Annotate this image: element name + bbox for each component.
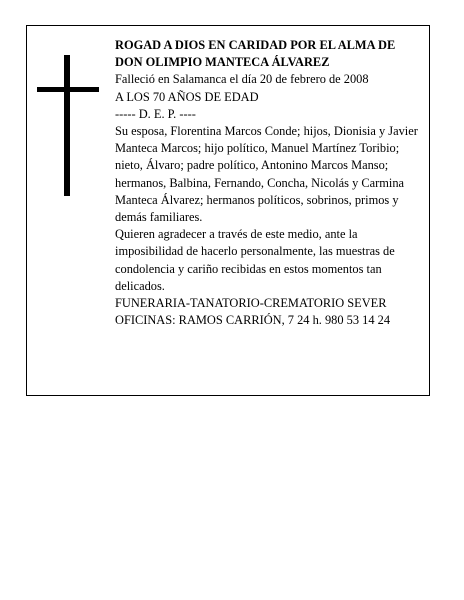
cross-vertical-bar xyxy=(64,55,70,196)
death-info: Falleció en Salamanca el día 20 de febrero de 2008 xyxy=(115,72,369,87)
latin-cross-icon xyxy=(37,55,99,196)
age-line: A LOS 70 AÑOS DE EDAD xyxy=(115,89,259,104)
thanks-paragraph: Quieren agradecer a través de este medio, ante la imposibilidad de hacerlo personalmente, las muestras de condolencia y cariño recibidas en estos momentos tan delicados. xyxy=(115,227,395,293)
deceased-name: DON OLIMPIO MANTECA ÁLVAREZ xyxy=(115,55,330,70)
family-paragraph: Su esposa, Florentina Marcos Conde; hijos, Dionisia y Javier Manteca Marcos; hijo político, Manuel Martínez Toribio; nieto, Álvaro; padre político, Antonino Marcos Manso; hermanos, Balbina, Fernando, Concha, Nicolás y Carmina Manteca Álvarez; hermanos políticos, sobrinos, primos y demás familiares. xyxy=(115,124,418,225)
cross-horizontal-bar xyxy=(37,87,99,92)
dep-line: ----- D. E. P. ---- xyxy=(115,106,196,121)
obituary-text xyxy=(115,37,427,329)
funeral-home-line: FUNERARIA-TANATORIO-CREMATORIO SEVER xyxy=(115,296,387,311)
offices-line: OFICINAS: RAMOS CARRIÓN, 7 24 h. 980 53 14 24 xyxy=(115,313,391,328)
prayer-header: ROGAD A DIOS EN CARIDAD POR EL ALMA DE xyxy=(115,38,396,52)
